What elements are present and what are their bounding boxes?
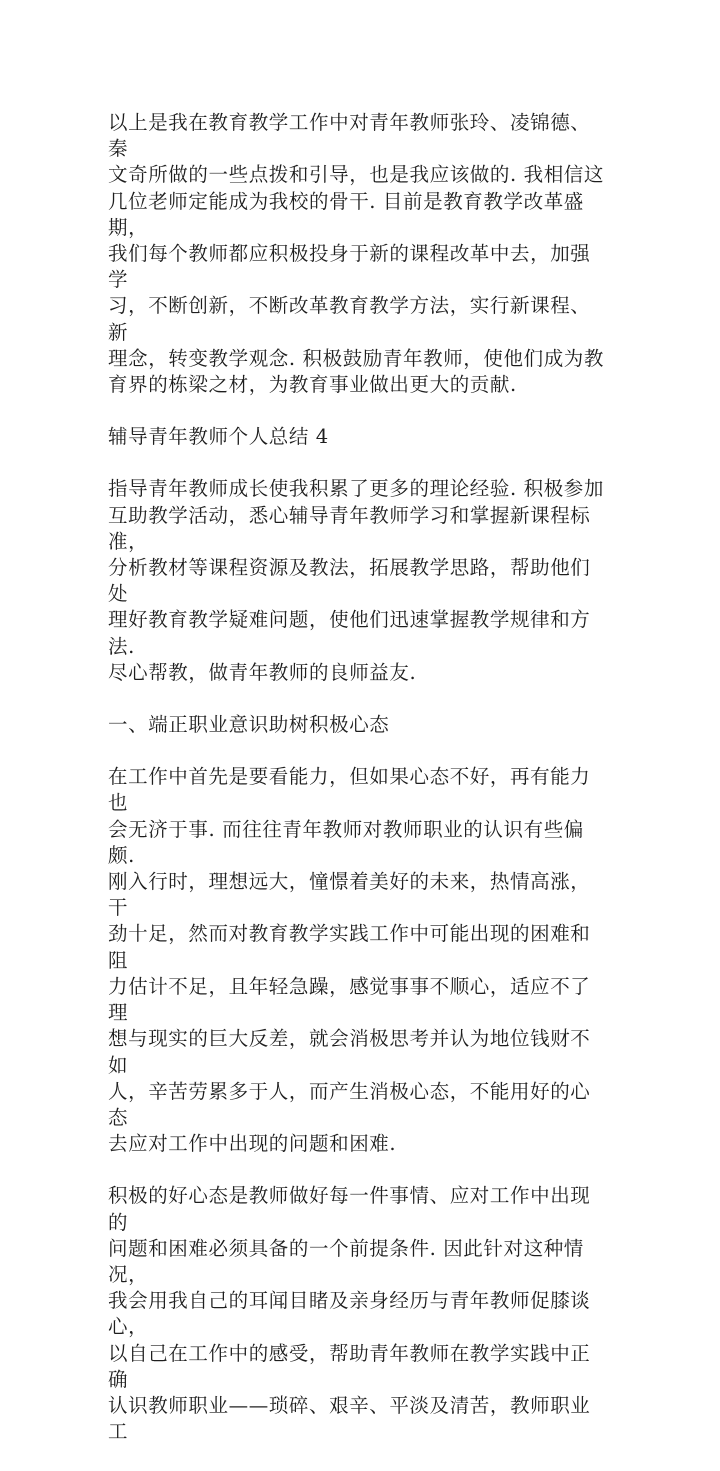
section-heading-1: 一、端正职业意识助树积极心态 (108, 713, 390, 737)
paragraph-2: 指导青年教师成长使我积累了更多的理论经验. 积极参加 互助教学活动，悉心辅导青年教师学习和掌握新课程标准， 分析教材等课程资源及教法，拓展教学思路，帮助他们处 理好教育教学疑难问题，使他们迅速掌握教学规律和方法. 尽心帮教，做青年教师的良师益友. (108, 477, 604, 684)
paragraph-4: 积极的好心态是教师做好每一件事情、应对工作中出现的 问题和困难必须具备的一个前提条件. 因此针对这种情况， 我会用我自己的耳闻目睹及亲身经历与青年教师促膝谈心， 以自己在工作中的感受，帮助青年教师在教学实践中正确 认识教师职业——琐碎、艰辛、平淡及清苦，教师职业工 (108, 1184, 591, 1444)
paragraph-3: 在工作中首先是要看能力，但如果心态不好，再有能力也 会无济于事. 而往往青年教师对教师职业的认识有些偏颇. 刚入行时，理想远大，憧憬着美好的未来，热情高涨，干 劲十足，然而对教育教学实践工作中可能出现的困难和阻 力估计不足，且年轻急躁，感觉事事不顺心，适应不了理 想与现实的巨大反差，就会消极思考并认为地位钱财不如 人，辛苦劳累多于人，而产生消极心态，不能用好的心态 去应对工作中出现的问题和困难. (108, 765, 591, 1156)
document-body (108, 110, 608, 1471)
paragraph-1: 以上是我在教育教学工作中对青年教师张玲、凌锦德、秦 文奇所做的一些点拨和引导，也是我应该做的. 我相信这 几位老师定能成为我校的骨干. 目前是教育教学改革盛期， 我们每个教师都应积极投身于新的课程改革中去，加强学 习，不断创新，不断改革教育教学方法，实行新课程、新 理念，转变教学观念. 积极鼓励青年教师，使他们成为教 育界的栋梁之材，为教育事业做出更大的贡献. (108, 111, 604, 397)
section-heading-summary-4: 辅导青年教师个人总结 4 (108, 425, 329, 449)
